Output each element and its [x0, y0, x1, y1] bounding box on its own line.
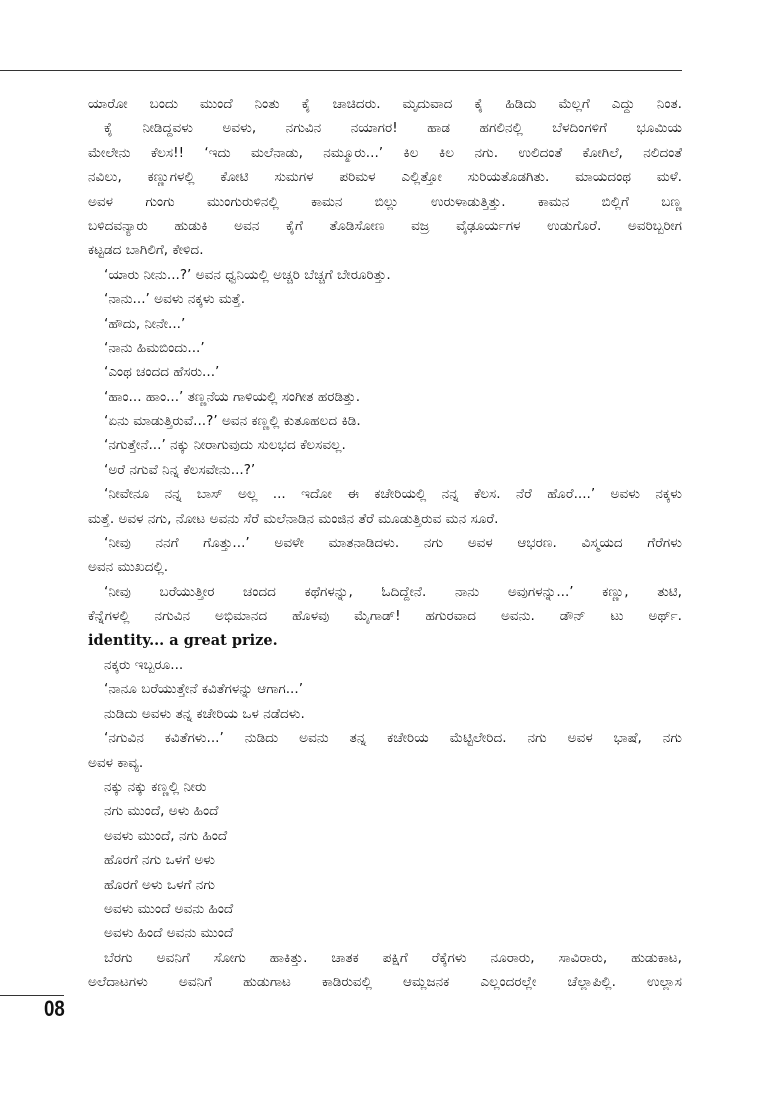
- text-line: ಅಲೆದಾಟಗಳು ಅವನಿಗೆ ಹುಡುಗಾಟ ಕಾಡಿರುವಲ್ಲಿ ಆಮ್ಲಜನಕ ಎಲ್ಲಂದರಲ್ಲೇ ಚೆಲ್ಲಾಪಿಲ್ಲಿ. ಉಲ್ಲಾಸ: [88, 974, 682, 991]
- text-line: ನಕ್ಕರು ಇಬ್ಬರೂ...: [104, 656, 184, 673]
- poem-line: ನಗು ಮುಂದೆ, ಅಳು ಹಿಂದೆ: [104, 803, 219, 820]
- text-line: ‘ನೀವೇನೂ ನನ್ನ ಬಾಸ್ ಅಲ್ಲ ... ಇದೋ ಈ ಕಚೇರಿಯಲ್ಲಿ ನನ್ನ ಕೆಲಸ. ನೆರೆ ಹೊರೆ....’ ಅವಳು ನಕ್ಕಳು: [104, 486, 682, 503]
- header-rule: [0, 70, 682, 71]
- text-line: ‘ನಾನೂ ಬರೆಯುತ್ತೇನೆ ಕವಿತೆಗಳನ್ನು ಆಗಾಗ...’: [104, 681, 304, 698]
- text-line: ಅವಳ ಗುಂಗು ಮುಂಗುರುಳಿನಲ್ಲಿ ಕಾಮನ ಬಿಲ್ಲು ಉರುಳಾಡುತ್ತಿತ್ತು. ಕಾಮನ ಬಿಲ್ಲಿಗೆ ಬಣ್ಣ: [88, 193, 682, 210]
- text-line: ಮತ್ತೆ. ಅವಳ ನಗು, ನೋಟ ಅವನು ಸೆರೆ ಮಲೆನಾಡಿನ ಮಂಜಿನ ತೆರೆ ಮೂಡುತ್ತಿರುವ ಮನ ಸೂರೆ.: [88, 510, 499, 527]
- text-line: ‘ನಗುವಿನ ಕವಿತೆಗಳು...’ ನುಡಿದು ಅವನು ತನ್ನ ಕಚೇರಿಯ ಮೆಟ್ಟಿಲೇರಿದ. ನಗು ಅವಳ ಭಾಷೆ, ನಗು: [104, 730, 682, 747]
- text-line: ‘ನೀವು ನನಗೆ ಗೊತ್ತು...’ ಅವಳೇ ಮಾತನಾಡಿದಳು. ನಗು ಅವಳ ಆಭರಣ. ವಿಸ್ಮಯದ ಗೆರೆಗಳು: [104, 535, 682, 552]
- text-line: ‘ಯಾರು ನೀನು...?’ ಅವನ ಧ್ವನಿಯಲ್ಲಿ ಅಚ್ಚರಿ ಬೆಚ್ಚಗೆ ಬೇರೂರಿತ್ತು.: [104, 266, 391, 283]
- poem-line: ನಕ್ಕು ನಕ್ಕು ಕಣ್ಣಲ್ಲಿ ನೀರು: [104, 778, 207, 795]
- text-line: ಬಳಿದವನ್ಯಾರು ಹುಡುಕಿ ಅವನ ಕೈಗೆ ತೊಡಿಸೋಣ ವಜ್ರ ವೈಢೂರ್ಯಗಳ ಉಡುಗೊರೆ. ಅವರಿಬ್ಬರೀಗ: [88, 217, 682, 234]
- text-line: ಕೆನ್ನೆಗಳಲ್ಲಿ ನಗುವಿನ ಅಭಿಮಾನದ ಹೊಳವು ಮೈಗಾಡ್! ಹಗುರವಾದ ಅವನು. ಡೌನ್ ಟು ಅರ್ಥ್.: [88, 608, 682, 625]
- poem-line: ಅವಳು ಮುಂದೆ, ನಗು ಹಿಂದೆ: [104, 827, 228, 844]
- english-text-line: identity... a great prize.: [88, 631, 278, 649]
- body-text: [88, 92, 682, 994]
- text-line: ‘ಅರೆ ನಗುವೆ ನಿನ್ನ ಕೆಲಸವೇನು...?’: [104, 461, 256, 478]
- text-line: ‘ಹಾಂ... ಹಾಂ...’ ತಣ್ಣನೆಯ ಗಾಳಿಯಲ್ಲಿ ಸಂಗೀತ ಹರಡಿತ್ತು.: [104, 388, 361, 405]
- text-line: ಅವಳ ಕಾವ್ಯ.: [88, 754, 144, 771]
- text-line: ಅವನ ಮುಖದಲ್ಲಿ.: [88, 559, 169, 576]
- text-line: ಕಟ್ಟಡದ ಬಾಗಿಲಿಗೆ, ಕೇಳಿದ.: [88, 242, 204, 259]
- poem-line: ಅವಳು ಹಿಂದೆ ಅವನು ಮುಂದೆ: [104, 925, 234, 942]
- poem-line: ಹೊರಗೆ ನಗು ಒಳಗೆ ಅಳು: [104, 852, 216, 869]
- text-line: ನುಡಿದು ಅವಳು ತನ್ನ ಕಚೇರಿಯ ಒಳ ನಡೆದಳು.: [104, 705, 305, 722]
- poem-line: ಹೊರಗೆ ಅಳು ಒಳಗೆ ನಗು: [104, 876, 216, 893]
- text-line: ಯಾರೋ ಬಂದು ಮುಂದೆ ನಿಂತು ಕೈ ಚಾಚಿದರು. ಮೃದುವಾದ ಕೈ ಹಿಡಿದು ಮೆಲ್ಲಗೆ ಎದ್ದು ನಿಂತ.: [88, 96, 682, 112]
- poem-line: ಅವಳು ಮುಂದೆ ಅವನು ಹಿಂದೆ: [104, 900, 234, 917]
- text-line: ‘ಎಂಥ ಚಂದದ ಹೆಸರು...’: [104, 364, 220, 381]
- text-line: ಕೈ ನೀಡಿದ್ದವಳು ಅವಳು, ನಗುವಿನ ನಯಾಗರ! ಹಾಡ ಹಗಲಿನಲ್ಲಿ ಬೆಳದಿಂಗಳಿಗೆ ಭೂಮಿಯ: [104, 120, 682, 137]
- text-line: ನವಿಲು, ಕಣ್ಣುಗಳಲ್ಲಿ ಕೋಟಿ ಸುಮಗಳ ಪರಿಮಳ ಎಲ್ಲಿತ್ತೋ ಸುರಿಯತೊಡಗಿತು. ಮಾಯದಂಥ ಮಳೆ.: [88, 169, 682, 186]
- text-line: ‘ಏನು ಮಾಡುತ್ತಿರುವೆ...?’ ಅವನ ಕಣ್ಣಲ್ಲಿ ಕುತೂಹಲದ ಕಿಡಿ.: [104, 413, 361, 430]
- text-line: ಬೆರಗು ಅವನಿಗೆ ಸೋಗು ಹಾಕಿತ್ತು. ಚಾತಕ ಪಕ್ಷಿಗೆ ರೆಕ್ಕೆಗಳು ನೂರಾರು, ಸಾವಿರಾರು, ಹುಡುಕಾಟ,: [104, 949, 682, 966]
- text-line: ‘ನಾನು ಹಿಮಬಿಂದು...’: [104, 339, 205, 356]
- text-line: ‘ನೀವು ಬರೆಯುತ್ತೀರ ಚಂದದ ಕಥೆಗಳನ್ನು, ಓದಿದ್ದೇನೆ. ನಾನು ಅವುಗಳನ್ನು...’ ಕಣ್ಣು, ತುಟಿ,: [104, 583, 682, 600]
- text-line: ‘ನಗುತ್ತೇನೆ...’ ನಕ್ಕು ನೀರಾಗುವುದು ಸುಲಭದ ಕೆಲಸವಲ್ಲ.: [104, 437, 346, 454]
- text-line: ‘ನಾನು...’ ಅವಳು ನಕ್ಕಳು ಮತ್ತೆ.: [104, 291, 246, 308]
- text-line: ಮೇಲೇನು ಕೆಲಸ!! ‘ಇದು ಮಲೆನಾಡು, ನಮ್ಮೂರು...’ ಕಿಲ ಕಿಲ ನಗು. ಉಲಿದಂತೆ ಕೋಗಿಲೆ, ನಲಿದಂತೆ: [88, 144, 682, 161]
- page-number: 08: [44, 996, 65, 1021]
- text-line: ‘ಹೌದು, ನೀನೇ...’: [104, 315, 186, 332]
